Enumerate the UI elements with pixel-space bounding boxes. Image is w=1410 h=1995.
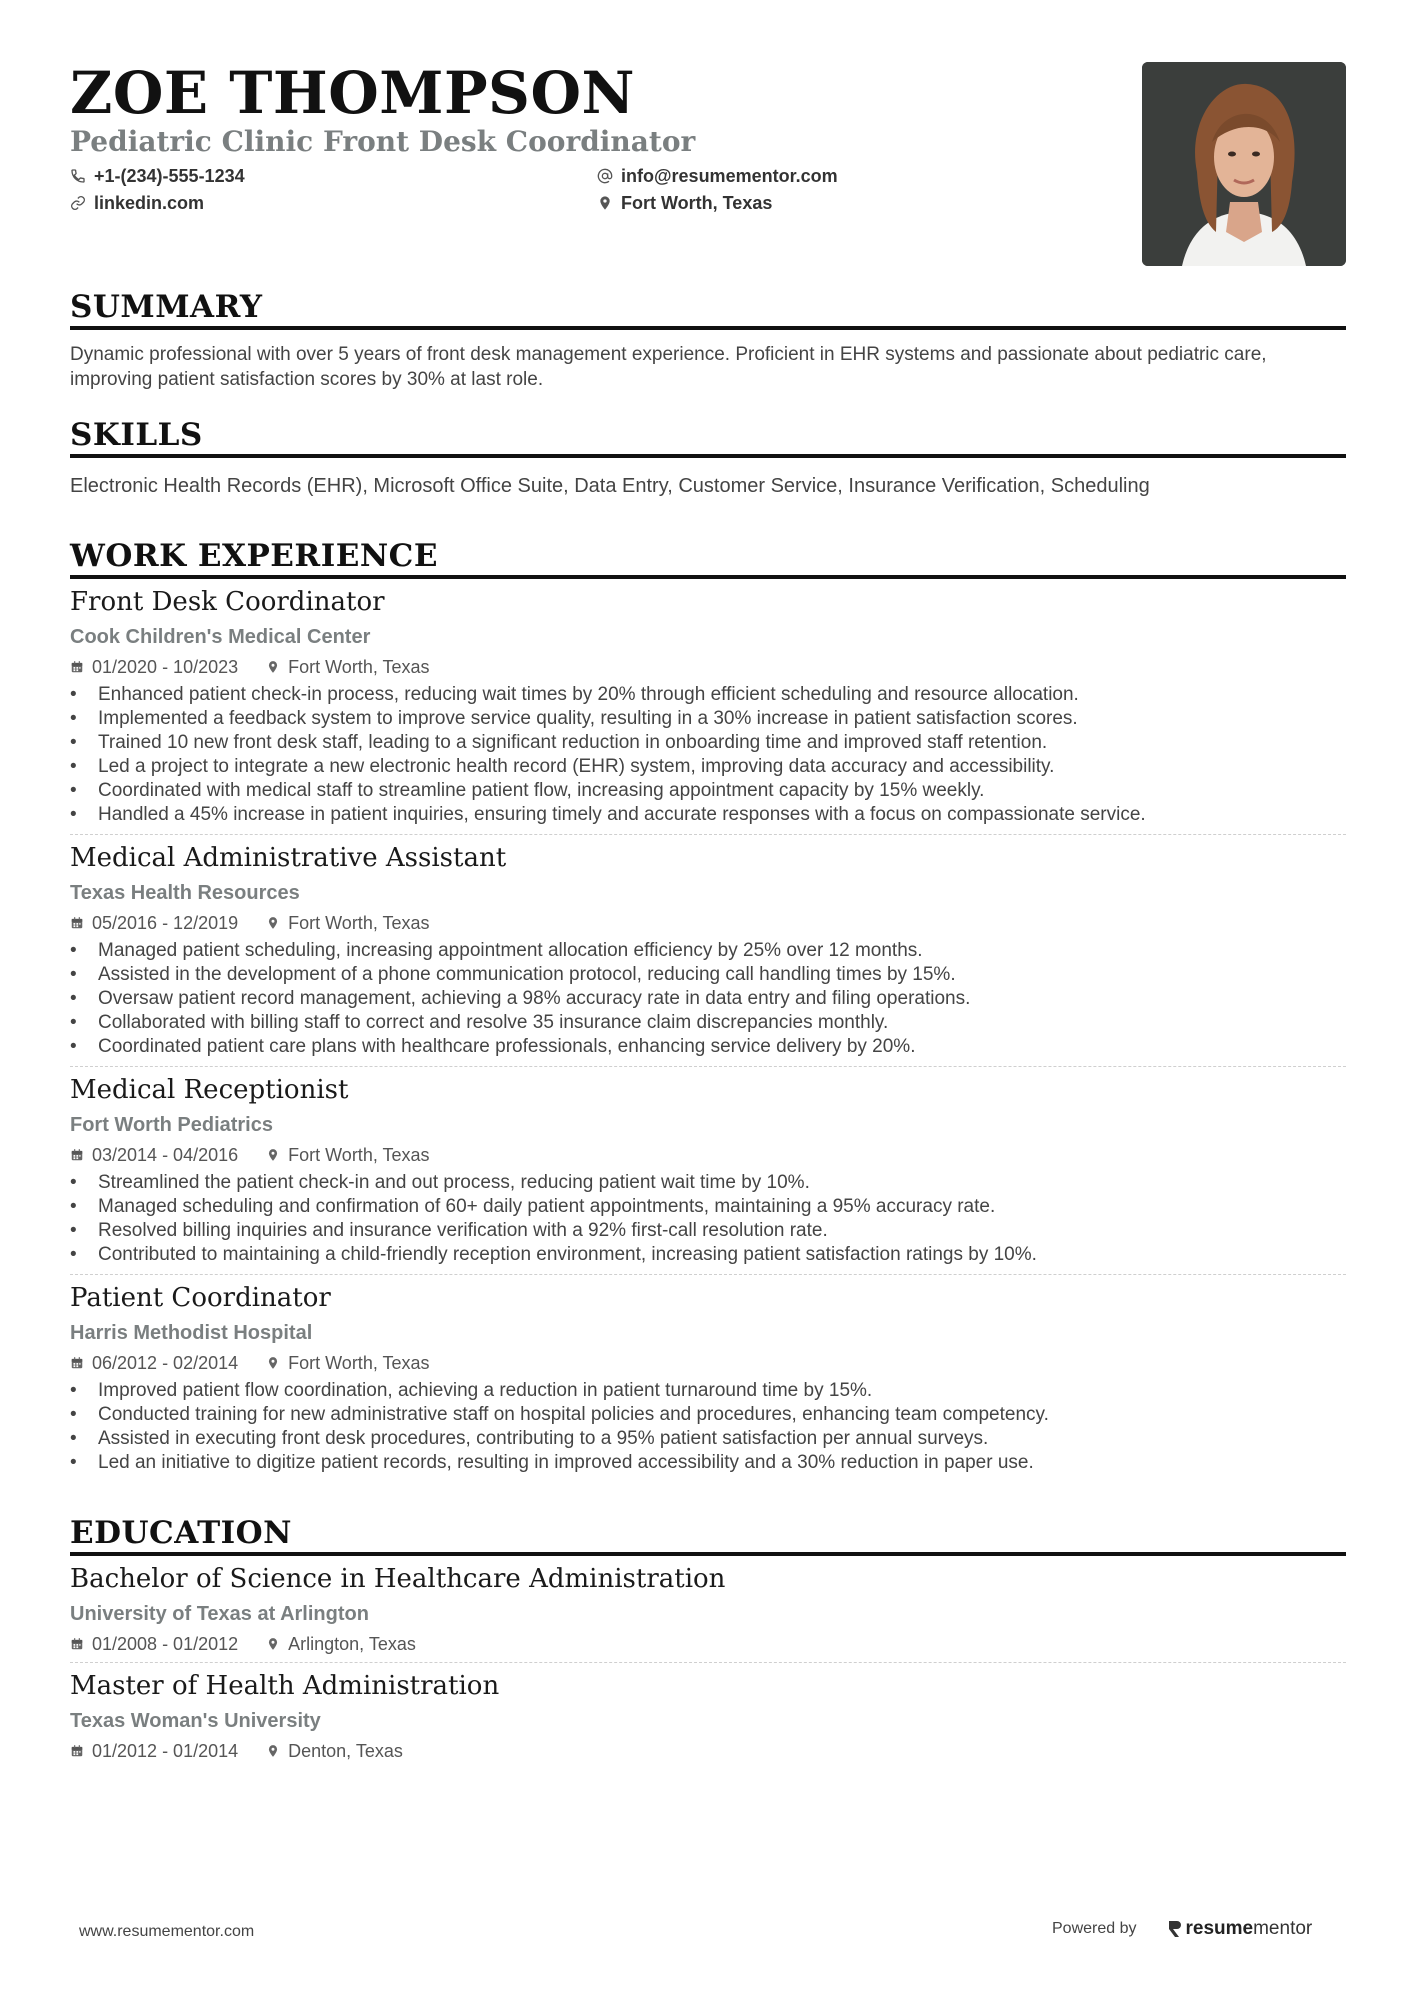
map-pin-icon	[266, 1637, 280, 1651]
education-location	[266, 1740, 403, 1762]
education-rule	[70, 1552, 1346, 1556]
job-role: Medical Receptionist	[70, 1075, 349, 1105]
calendar-icon	[70, 916, 84, 930]
summary-heading: SUMMARY	[70, 289, 263, 325]
job-entry	[70, 1281, 1346, 1475]
job-location	[266, 1144, 429, 1166]
job-bullet: • Trained 10 new front desk staff, leading to a significant reduction in onboarding time and improved staff retention.	[70, 731, 1346, 755]
candidate-title: Pediatric Clinic Front Desk Coordinator	[70, 125, 696, 158]
contact-email[interactable]	[597, 166, 997, 186]
job-bullet: • Implemented a feedback system to improve service quality, resulting in a 30% increase in patient satisfaction scores.	[70, 707, 1346, 731]
job-bullet: • Led an initiative to digitize patient records, resulting in improved accessibility and a 30% reduction in paper use.	[70, 1451, 1346, 1475]
education-location-text: Denton, Texas	[288, 1741, 403, 1761]
summary-text: Dynamic professional with over 5 years of front desk management experience. Proficient in EHR systems and passionate about pediatric care, improving patient satisfaction scores by 30% at last role.	[70, 344, 1267, 390]
location-text: Fort Worth, Texas	[621, 192, 773, 213]
job-bullet: • Coordinated patient care plans with healthcare professionals, enhancing service delivery by 20%.	[70, 1035, 1346, 1059]
powered-by-label: Powered by	[1052, 1920, 1137, 1937]
entry-divider	[70, 1662, 1346, 1663]
education-meta	[70, 1740, 1346, 1762]
job-company: Texas Health Resources	[70, 882, 300, 904]
calendar-icon	[70, 1744, 84, 1758]
contact-list	[70, 166, 1070, 213]
at-sign-icon	[597, 168, 613, 184]
candidate-name: ZOE THOMPSON	[70, 59, 635, 127]
education-location	[266, 1633, 416, 1655]
job-bullet: • Coordinated with medical staff to streamline patient flow, increasing appointment capacity by 15% weekly.	[70, 779, 1346, 803]
footer-branding[interactable]	[1052, 1918, 1312, 1940]
education-heading: EDUCATION	[70, 1515, 292, 1551]
job-dates	[70, 1144, 238, 1166]
brand-name-b: mentor	[1253, 1918, 1313, 1939]
job-bullet: • Managed scheduling and confirmation of 60+ daily patient appointments, maintaining a 95% accuracy rate.	[70, 1195, 1346, 1219]
skills-rule	[70, 454, 1346, 458]
job-location	[266, 912, 429, 934]
job-bullets	[70, 1379, 1346, 1475]
education-dates	[70, 1740, 238, 1762]
job-company: Harris Methodist Hospital	[70, 1322, 313, 1344]
job-dates-text: 05/2016 - 12/2019	[92, 913, 239, 933]
job-dates-text: 03/2014 - 04/2016	[92, 1145, 239, 1165]
resumementor-logo-icon	[1167, 1919, 1183, 1939]
job-location	[266, 656, 429, 678]
skills-heading: SKILLS	[70, 417, 203, 453]
contact-location	[597, 193, 997, 213]
education-section	[70, 1514, 1346, 1762]
job-bullet: • Resolved billing inquiries and insurance verification with a 92% first-call resolution rate.	[70, 1219, 1346, 1243]
job-dates-text: 06/2012 - 02/2014	[92, 1353, 239, 1373]
education-meta	[70, 1633, 1346, 1655]
calendar-icon	[70, 1356, 84, 1370]
map-pin-icon	[266, 1148, 280, 1162]
job-bullet: • Conducted training for new administrative staff on hospital policies and procedures, enhancing team competency.	[70, 1403, 1346, 1427]
entry-divider	[70, 1066, 1346, 1067]
calendar-icon	[70, 1637, 84, 1651]
footer-website[interactable]: www.resumementor.com	[79, 1923, 255, 1940]
job-bullet: • Contributed to maintaining a child-friendly reception environment, increasing patient satisfaction ratings by 10%.	[70, 1243, 1346, 1267]
job-meta	[70, 1352, 1346, 1374]
education-school: University of Texas at Arlington	[70, 1603, 369, 1625]
job-dates	[70, 656, 238, 678]
brand-logo	[1167, 1918, 1313, 1940]
experience-rule	[70, 575, 1346, 579]
job-entry	[70, 841, 1346, 1059]
profile-photo	[1142, 62, 1346, 266]
summary-rule	[70, 326, 1346, 330]
calendar-icon	[70, 1148, 84, 1162]
experience-section	[70, 537, 1346, 1475]
job-bullet: • Streamlined the patient check-in and out process, reducing patient wait time by 10%.	[70, 1171, 1346, 1195]
phone-icon	[70, 168, 86, 184]
contact-linkedin[interactable]	[70, 193, 597, 213]
job-location-text: Fort Worth, Texas	[288, 657, 430, 677]
job-dates	[70, 1352, 238, 1374]
education-dates	[70, 1633, 238, 1655]
job-location-text: Fort Worth, Texas	[288, 1353, 430, 1373]
job-bullet: • Managed patient scheduling, increasing appointment allocation efficiency by 25% over 12 months.	[70, 939, 1346, 963]
linkedin-text: linkedin.com	[94, 192, 205, 213]
job-meta	[70, 656, 1346, 678]
email-text: info@resumementor.com	[621, 165, 838, 186]
map-pin-icon	[597, 195, 613, 211]
brand-name-a: resume	[1185, 1918, 1254, 1939]
map-pin-icon	[266, 916, 280, 930]
job-bullet: • Enhanced patient check-in process, reducing wait times by 20% through efficient scheduling and resource allocation.	[70, 683, 1346, 707]
job-company: Cook Children's Medical Center	[70, 626, 371, 648]
education-degree: Bachelor of Science in Healthcare Administration	[70, 1564, 726, 1594]
job-location-text: Fort Worth, Texas	[288, 1145, 430, 1165]
job-bullet: • Assisted in the development of a phone communication protocol, reducing call handling times by 15%.	[70, 963, 1346, 987]
job-location	[266, 1352, 429, 1374]
job-company: Fort Worth Pediatrics	[70, 1114, 273, 1136]
experience-heading: WORK EXPERIENCE	[70, 538, 438, 574]
job-location-text: Fort Worth, Texas	[288, 913, 430, 933]
education-entry	[70, 1669, 1346, 1762]
job-entry	[70, 585, 1346, 827]
job-bullet: • Oversaw patient record management, achieving a 98% accuracy rate in data entry and filing operations.	[70, 987, 1346, 1011]
calendar-icon	[70, 660, 84, 674]
skills-text: Electronic Health Records (EHR), Microsoft Office Suite, Data Entry, Customer Service, Insurance Verification, Scheduling	[70, 475, 1150, 497]
map-pin-icon	[266, 660, 280, 674]
job-bullet: • Collaborated with billing staff to correct and resolve 35 insurance claim discrepancies monthly.	[70, 1011, 1346, 1035]
job-bullet: • Handled a 45% increase in patient inquiries, ensuring timely and accurate responses with a focus on compassionate service.	[70, 803, 1346, 827]
job-entry	[70, 1073, 1346, 1267]
phone-text: +1-(234)-555-1234	[94, 165, 245, 186]
map-pin-icon	[266, 1744, 280, 1758]
summary-section	[70, 288, 1346, 392]
education-degree: Master of Health Administration	[70, 1671, 500, 1701]
resume-header	[70, 58, 1070, 213]
map-pin-icon	[266, 1356, 280, 1370]
job-dates-text: 01/2020 - 10/2023	[92, 657, 239, 677]
entry-divider	[70, 834, 1346, 835]
job-dates	[70, 912, 238, 934]
job-role: Medical Administrative Assistant	[70, 843, 507, 873]
job-bullets	[70, 1171, 1346, 1267]
education-school: Texas Woman's University	[70, 1710, 321, 1732]
job-meta	[70, 912, 1346, 934]
job-meta	[70, 1144, 1346, 1166]
education-entry	[70, 1562, 1346, 1655]
job-bullets	[70, 683, 1346, 827]
job-bullet: • Assisted in executing front desk procedures, contributing to a 95% patient satisfaction per annual surveys.	[70, 1427, 1346, 1451]
job-bullet: • Improved patient flow coordination, achieving a reduction in patient turnaround time by 15%.	[70, 1379, 1346, 1403]
link-icon	[70, 195, 86, 211]
education-dates-text: 01/2008 - 01/2012	[92, 1634, 239, 1654]
skills-section	[70, 416, 1346, 499]
education-dates-text: 01/2012 - 01/2014	[92, 1741, 239, 1761]
contact-phone[interactable]	[70, 166, 597, 186]
entry-divider	[70, 1274, 1346, 1275]
job-bullets	[70, 939, 1346, 1059]
job-role: Patient Coordinator	[70, 1283, 331, 1313]
job-role: Front Desk Coordinator	[70, 587, 385, 617]
education-location-text: Arlington, Texas	[288, 1634, 416, 1654]
job-bullet: • Led a project to integrate a new electronic health record (EHR) system, improving data accuracy and accessibility.	[70, 755, 1346, 779]
